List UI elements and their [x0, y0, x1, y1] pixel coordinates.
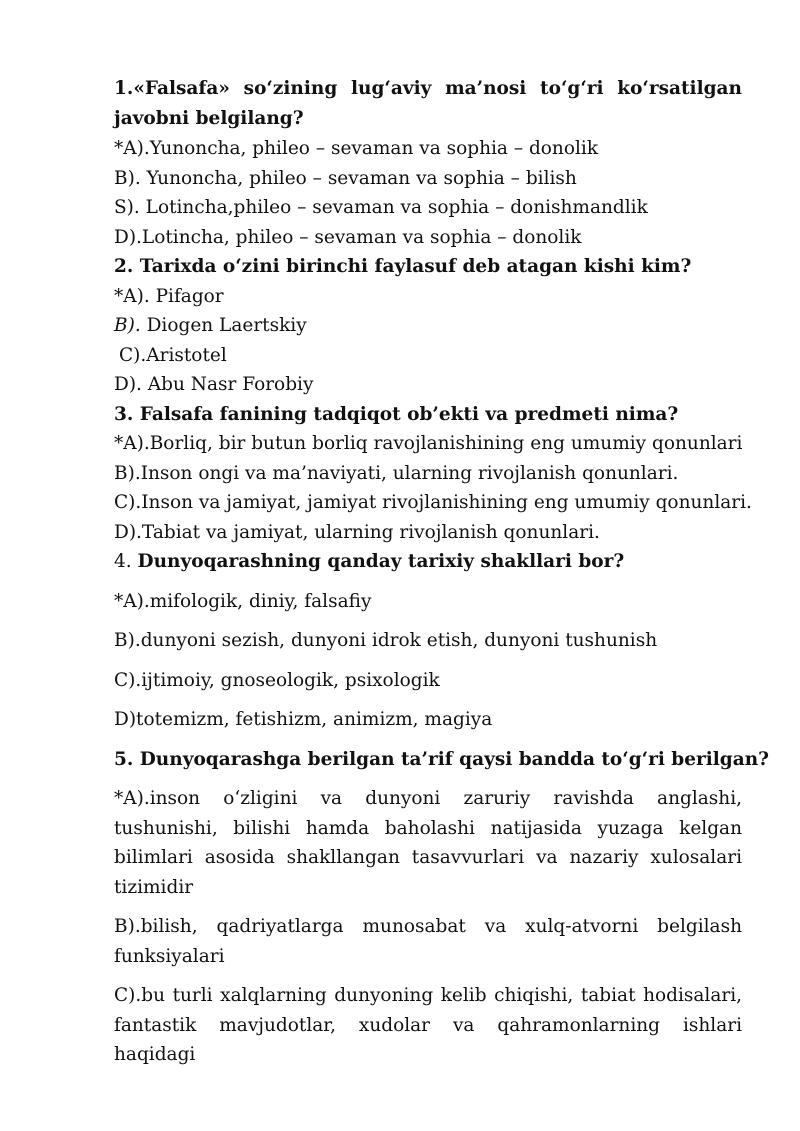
- q3-option-a: *A).Borliq, bir butun borliq ravojlanishining eng umumiy qonunlari: [114, 433, 743, 454]
- question-5: 5. Dunyoqarashga berilgan ta’rif qaysi bandda to‘g‘ri berilgan?: [114, 748, 770, 770]
- question-4-text: Dunyoqarashning qanday tarixiy shakllari bor?: [137, 551, 625, 572]
- q3-option-d: D).Tabiat va jamiyat, ularning rivojlanish qonunlari.: [114, 521, 600, 543]
- q2-option-b-text: Diogen Laertskiy: [140, 315, 307, 336]
- q3-option-b: B).Inson ongi va ma’naviyati, ularning rivojlanish qonunlari.: [114, 462, 679, 484]
- document-content: [114, 74, 770, 1070]
- q4-option-a: *A).mifologik, diniy, falsafiy: [114, 590, 372, 612]
- q2-option-c: C).Aristotel: [119, 344, 227, 366]
- question-4-number: 4.: [114, 551, 138, 572]
- q5-option-b: B).bilish, qadriyatlarga munosabat va xulq-atvorni belgilash funksiyalari: [114, 916, 742, 967]
- question-1: 1.«Falsafa» so‘zining lug‘aviy ma’nosi to‘g‘ri ko‘rsatilgan javobni belgilang?: [114, 78, 742, 129]
- q2-option-a: *A). Pifagor: [114, 285, 224, 307]
- q5-option-a: *A).inson o‘zligini va dunyoni zaruriy ravishda anglashi, tushunishi, bilishi hamda baholashi natijasida yuzaga kelgan bilimlari asosida shakllangan tasavvurlari va nazariy xulosalari tizimidir: [114, 788, 742, 898]
- q1-option-d: D).Lotincha, phileo – sevaman va sophia – donolik: [114, 226, 582, 248]
- q1-option-s: S). Lotincha,phileo – sevaman va sophia – donishmandlik: [114, 197, 648, 218]
- question-3: 3. Falsafa fanining tadqiqot ob’ekti va predmeti nima?: [114, 403, 679, 425]
- q4-option-b: B).dunyoni sezish, dunyoni idrok etish, dunyoni tushunish: [114, 630, 658, 651]
- q2-option-b: [114, 311, 742, 341]
- q4-option-c: C).ijtimoiy, gnoseologik, psixologik: [114, 669, 440, 691]
- q1-option-b: B). Yunoncha, phileo – sevaman va sophia – bilish: [114, 167, 577, 189]
- q2-option-d: D). Abu Nasr Forobiy: [114, 374, 314, 395]
- q3-option-c: C).Inson va jamiyat, jamiyat rivojlanishining eng umumiy qonunlari.: [114, 492, 752, 513]
- q4-option-d: D)totemizm, fetishizm, animizm, magiya: [114, 709, 493, 730]
- q1-option-a: *A).Yunoncha, phileo – sevaman va sophia – donolik: [114, 138, 599, 159]
- q5-option-c: C).bu turli xalqlarning dunyoning kelib chiqishi, tabiat hodisalari, fantastik mavjudotlar, xudolar va qahramonlarning ishlari haqidagi: [114, 985, 742, 1065]
- q2-option-b-letter: B).: [114, 315, 141, 336]
- question-4: [114, 547, 742, 577]
- question-2: 2. Tarixda o‘zini birinchi faylasuf deb atagan kishi kim?: [114, 256, 692, 277]
